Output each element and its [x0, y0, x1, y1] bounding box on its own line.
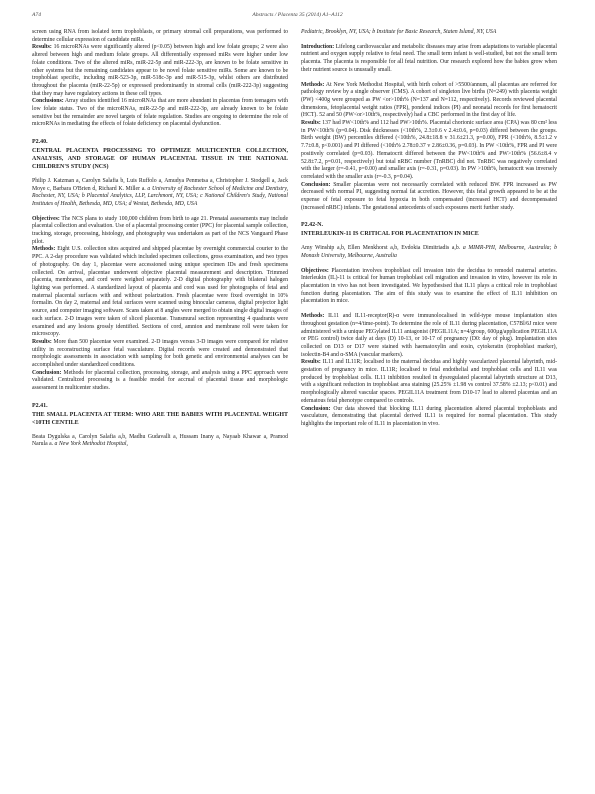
prev-abstract-results: Results: 16 microRNAs were significantly altered (p<0.05) between high and low folate groups; 2 were also altered between high and medium folate groups. All differentially expressed miRs were higher under low folate conditions. Two of the altered miRs, miR-22-5p and miR-222-3p, are known to be folate sensitive in other systems but the remaining candidates appear to be novel folate sensitive miRs. Some are known to be trophoblast specific, including miR-523-3p, miR-518c-3p and miR-515-3p, whilst others are distributed throughout the placenta (miR-22-5p) or expressed predominantly in stromal cells (miR-222-3p) suggesting that they may have regulatory actions in these cell types. — [32, 44, 289, 97]
abstract-results: Results: 137 had PW<10th% and 112 had PW>10th%. Placental chorionic surface area (CPA) was 80 cm² less in PW<10th% (p=0.04). Disk thicknesses (<10th%, 2.3±0.6 v 2.4±0.6, p=0.03) differed between the groups. Birth weight (BW) percentiles differed (<10th%, 24.8±18.8 v 31.6±21.3, p=0.00), FPR (<10th%, 8.5±1.2 v 7.7±0.8, p<0.001) and PI differed (<10th% 2.78±0.37 v 2.86±0.36, p=0.03). In PW <10th%, FPR and PI were positively correlated (p=0.03). Hematocrit differed between the PW<10th% and PW>10th% (56.6±8.4 v 52.8±7.2, p=0.01, respectively) but total nRBC number (TnRBC) did not. TnRBC was negatively correlated with the larger (r=-0.41, p=0.00) and smaller axis (r=-0.31, p=0.03). In PW >10th%, hematocrit was inversely correlated with the smaller axis (r=-0.3, p=0.04). — [301, 120, 558, 180]
journal-citation: Abstracts / Placenta 35 (2014) A1–A112 — [252, 12, 343, 18]
abstract-code: P2.41. — [32, 402, 48, 409]
prev-abstract-conclusions: Conclusions: Array studies identified 16 microRNAs that are more abundant in placentas from teenagers with low folate status. Two of the microRNAs, miR-22-5p and miR-222-3p, are already known to be folate sensitive but the remainder are novel targets of folate regulation. Studies are ongoing to determine the role of microRNAs in mediating the effects of folate deficiency on placental dysfunction. — [32, 98, 288, 128]
prev-abstract-methods-tail: screen using RNA from isolated term trophoblasts, or primary stromal cell preparations, was performed to determine cellular expression of candidate miRs. — [32, 29, 288, 43]
running-header — [32, 12, 563, 22]
abstract-introduction: Introduction: Lifelong cardiovascular and metabolic diseases may arise from adaptations to variable placental nutrient and oxygen supply relative to fetal need. The small term infant is well-studied, but not the small term placenta. The placenta is responsible for all fetal nutrition. Our research explored how the babies grow when their nutrient source is unusually small. — [301, 43, 558, 73]
abstract-results: Results: More than 500 placentae were examined. 2-D images versus 3-D images were compared for relative utility in reconstructing surface fetal vasculature. Digital records were created and demonstrated that morphologic assessments in association with sampling for both genetic and environmental analyses can be accomplished under standardized conditions. — [32, 338, 288, 369]
abstract-methods: Methods: Eight U.S. collection sites acquired and shipped placentae by overnight commercial courier to the PPC. A 2-day procedure was validated which included specimen collections, gross examination, and two types of photography. On day 1, placentae were accessioned using unique specimen IDs and fresh specimens collected. On arrival, placentae underwent objective placental measurement and description. Trimmed placenta, membranes, and cord were weighed separately. 2-D digital photography with bilateral halogen lighting was performed. A standardized layout of placenta and cord was used for photographs of fetal and maternal placental surfaces with and without polarization. Fresh placentae were fixed overnight in 10% formalin. On day 2, maternal and fetal surfaces were scanned using binocular cameras, digital projector light source, and computer imaging software. Scans taken at 8 angles were merged to obtain single digital images of each surface. 2-D images were taken of sliced placentae. Transmural section representing 4 quadrants were examined and any lesions grossly identified. Sections of cord, amnion and membrane roll were taken for microscopy. — [32, 246, 288, 338]
abstract-title: INTERLEUKIN-11 IS CRITICAL FOR PLACENTATION IN MICE — [301, 231, 479, 238]
abstract-objectives: Objectives: Placentation involves trophoblast cell invasion into the decidua to remodel maternal arteries. Interleukin (IL)-11 is critical for human trophoblast cell migration and invasion in vitro, however its role in placentation in vivo has not been investigated. We hypothesised that IL11 plays a critical role in trophoblast function during placentation. The aim of this study was to examine the effect of IL11 inhibition on placentation in mice. — [301, 267, 558, 305]
abstract-authors: Amy Winship a,b, Ellen Menkhorst a,b, Evdokia Dimitriadis a,b. a MIMR-PHI, Melbourne, Australia; b Monash University, Melbourne, Australia — [301, 245, 558, 259]
page-number: A74 — [32, 12, 42, 18]
abstract-authors: Beata Dygulska a, Carolyn Salafia a,b, Madhu Gudavalli a, Hussam Inany a, Nayaab Khawar a, Pramod Narula a. a New York Methodist Hospital, — [32, 433, 288, 448]
abstract-results: Results: IL11 and IL11R; localised to the maternal decidua and highly vascularized placental labyrinth, mid-gestation of pregnancy in mice. IL11R; localised to fetal endothelial and trophoblast cells and IL11 was produced by trophoblast cells. IL11 inhibition resulted in dysregulated placental labyrinth structure at D13, with a significant reduction in trophoblast area staining (25.25% ±1.98 vs control 37.58% ±2.13; p<0.01) and morphologically altered vascular spaces. PEGIL11A treatment from D10-17 lead to altered placentas and an edematous fetal phenotype compared to controls. — [301, 359, 557, 404]
abstract-conclusion: Conclusion: Our data showed that blocking IL11 during placentation altered placental trophoblasts and vasculature, demonstrating that placental derived IL11 is required for normal placentation. This study highlights the important role of IL11 in placentation in vivo. — [301, 405, 557, 427]
abstract-objectives: Objectives: The NCS plans to study 100,000 children from birth to age 21. Prenatal assessments may include placental collection and evaluation. Use of a placental processing center (PPC) for placental sample collection, tracking, storage, processing, histology, and photography was undertaken as part of the NCS Vanguard Phase pilot. — [32, 215, 288, 245]
abstract-code: P2.40. — [32, 139, 48, 146]
abstract-authors: Philip J. Katzman a, Carolyn Salafia b, Luis Ruffolo a, Amudya Penmetsa a, Christopher J. Stodgell a, Jack Moye c, Barbara O'Brien d, Richard K. Miller a. a University of Rochester School of Medicine and Dentistry, Rochester, NY, USA; b Placental Analytics, LLP, Larchmont, NY, USA; c National Children's Study, National Institutes of Health, Bethesda, MD, USA; d Westat, Bethesda, MD, USA — [32, 177, 289, 207]
abstract-methods: Methods: IL11 and IL11-receptor(R)-α were immunolocalised in wild-type mouse implantation sites throughout gestation (n=4/time-point). To determine the role of IL11 during placentation, C57Bl/6J mice were administered with a unique PEGylated IL11 antagonist (PEGIL11A; n=4/group, 600µg/application PEGIL11A or PEG control) twice daily at days (D) 10-13, or 10-17 of pregnancy (D0: day of plug). Implantation sites collected on D13 or D17 were stained with haematoxylin and eosin, cytokeratin (trophoblast marker), isolectin-B4 and α-SMA (vascular markers). — [301, 313, 558, 358]
abstract-methods: Methods: At New York Methodist Hospital, with birth cohort of >5500/annum, all placentas are referred for pathology review by a single observer (CMS). A cohort of singleton live births (N=249) with placenta weight (PW) <400g were grouped as PW <or>10th% (N=137 and N=112, respectively). Records reviewed placental dimensions, fetoplacental weight ratios (FPR), ponderal indices (PI) and neonatal records for first hematocrit (HCT). 52 and 50 (PW<or>10th%, respectively) had a CBC performed in the first day of life. — [301, 81, 558, 119]
abstract-conclusion: Conclusion: Methods for placental collection, processing, storage, and analysis using a PPC approach were validated. Centralized processing is a feasible model for accrual of placental tissue and morphologic assessment in multicenter studies. — [32, 369, 289, 392]
abstract-conclusion: Conclusion: Smaller placentas were not necessarily correlated with reduced BW. FPR increased as PW decreased with normal PI, suggesting normal fat accretion. However, this fetal growth appeared to be at the expense of fetal exposure to fetal hypoxia in both compensated (increased HCT) and decompensated (increased nRBC) infants. The gestational antecedents of such exposures merit further study. — [301, 181, 557, 211]
abstract-title: CENTRAL PLACENTA PROCESSING TO OPTIMIZE MULTICENTER COLLECTION, ANALYSIS, AND STORAGE OF HUMAN PLACENTAL TISSUE IN THE NATIONAL CHILDREN'S STUDY (NCS) — [32, 147, 288, 170]
abstract-affiliation-continued: Pediatric, Brooklyn, NY, USA; b Institute for Basic Research, Staten Island, NY, USA — [301, 29, 497, 35]
left-column — [32, 29, 288, 449]
abstract-title: THE SMALL PLACENTA AT TERM: WHO ARE THE BABIES WITH PLACENTAL WEIGHT <10TH CENTILE — [32, 411, 288, 426]
abstract-code: P2.42-N. — [301, 222, 323, 229]
right-column — [301, 29, 557, 429]
